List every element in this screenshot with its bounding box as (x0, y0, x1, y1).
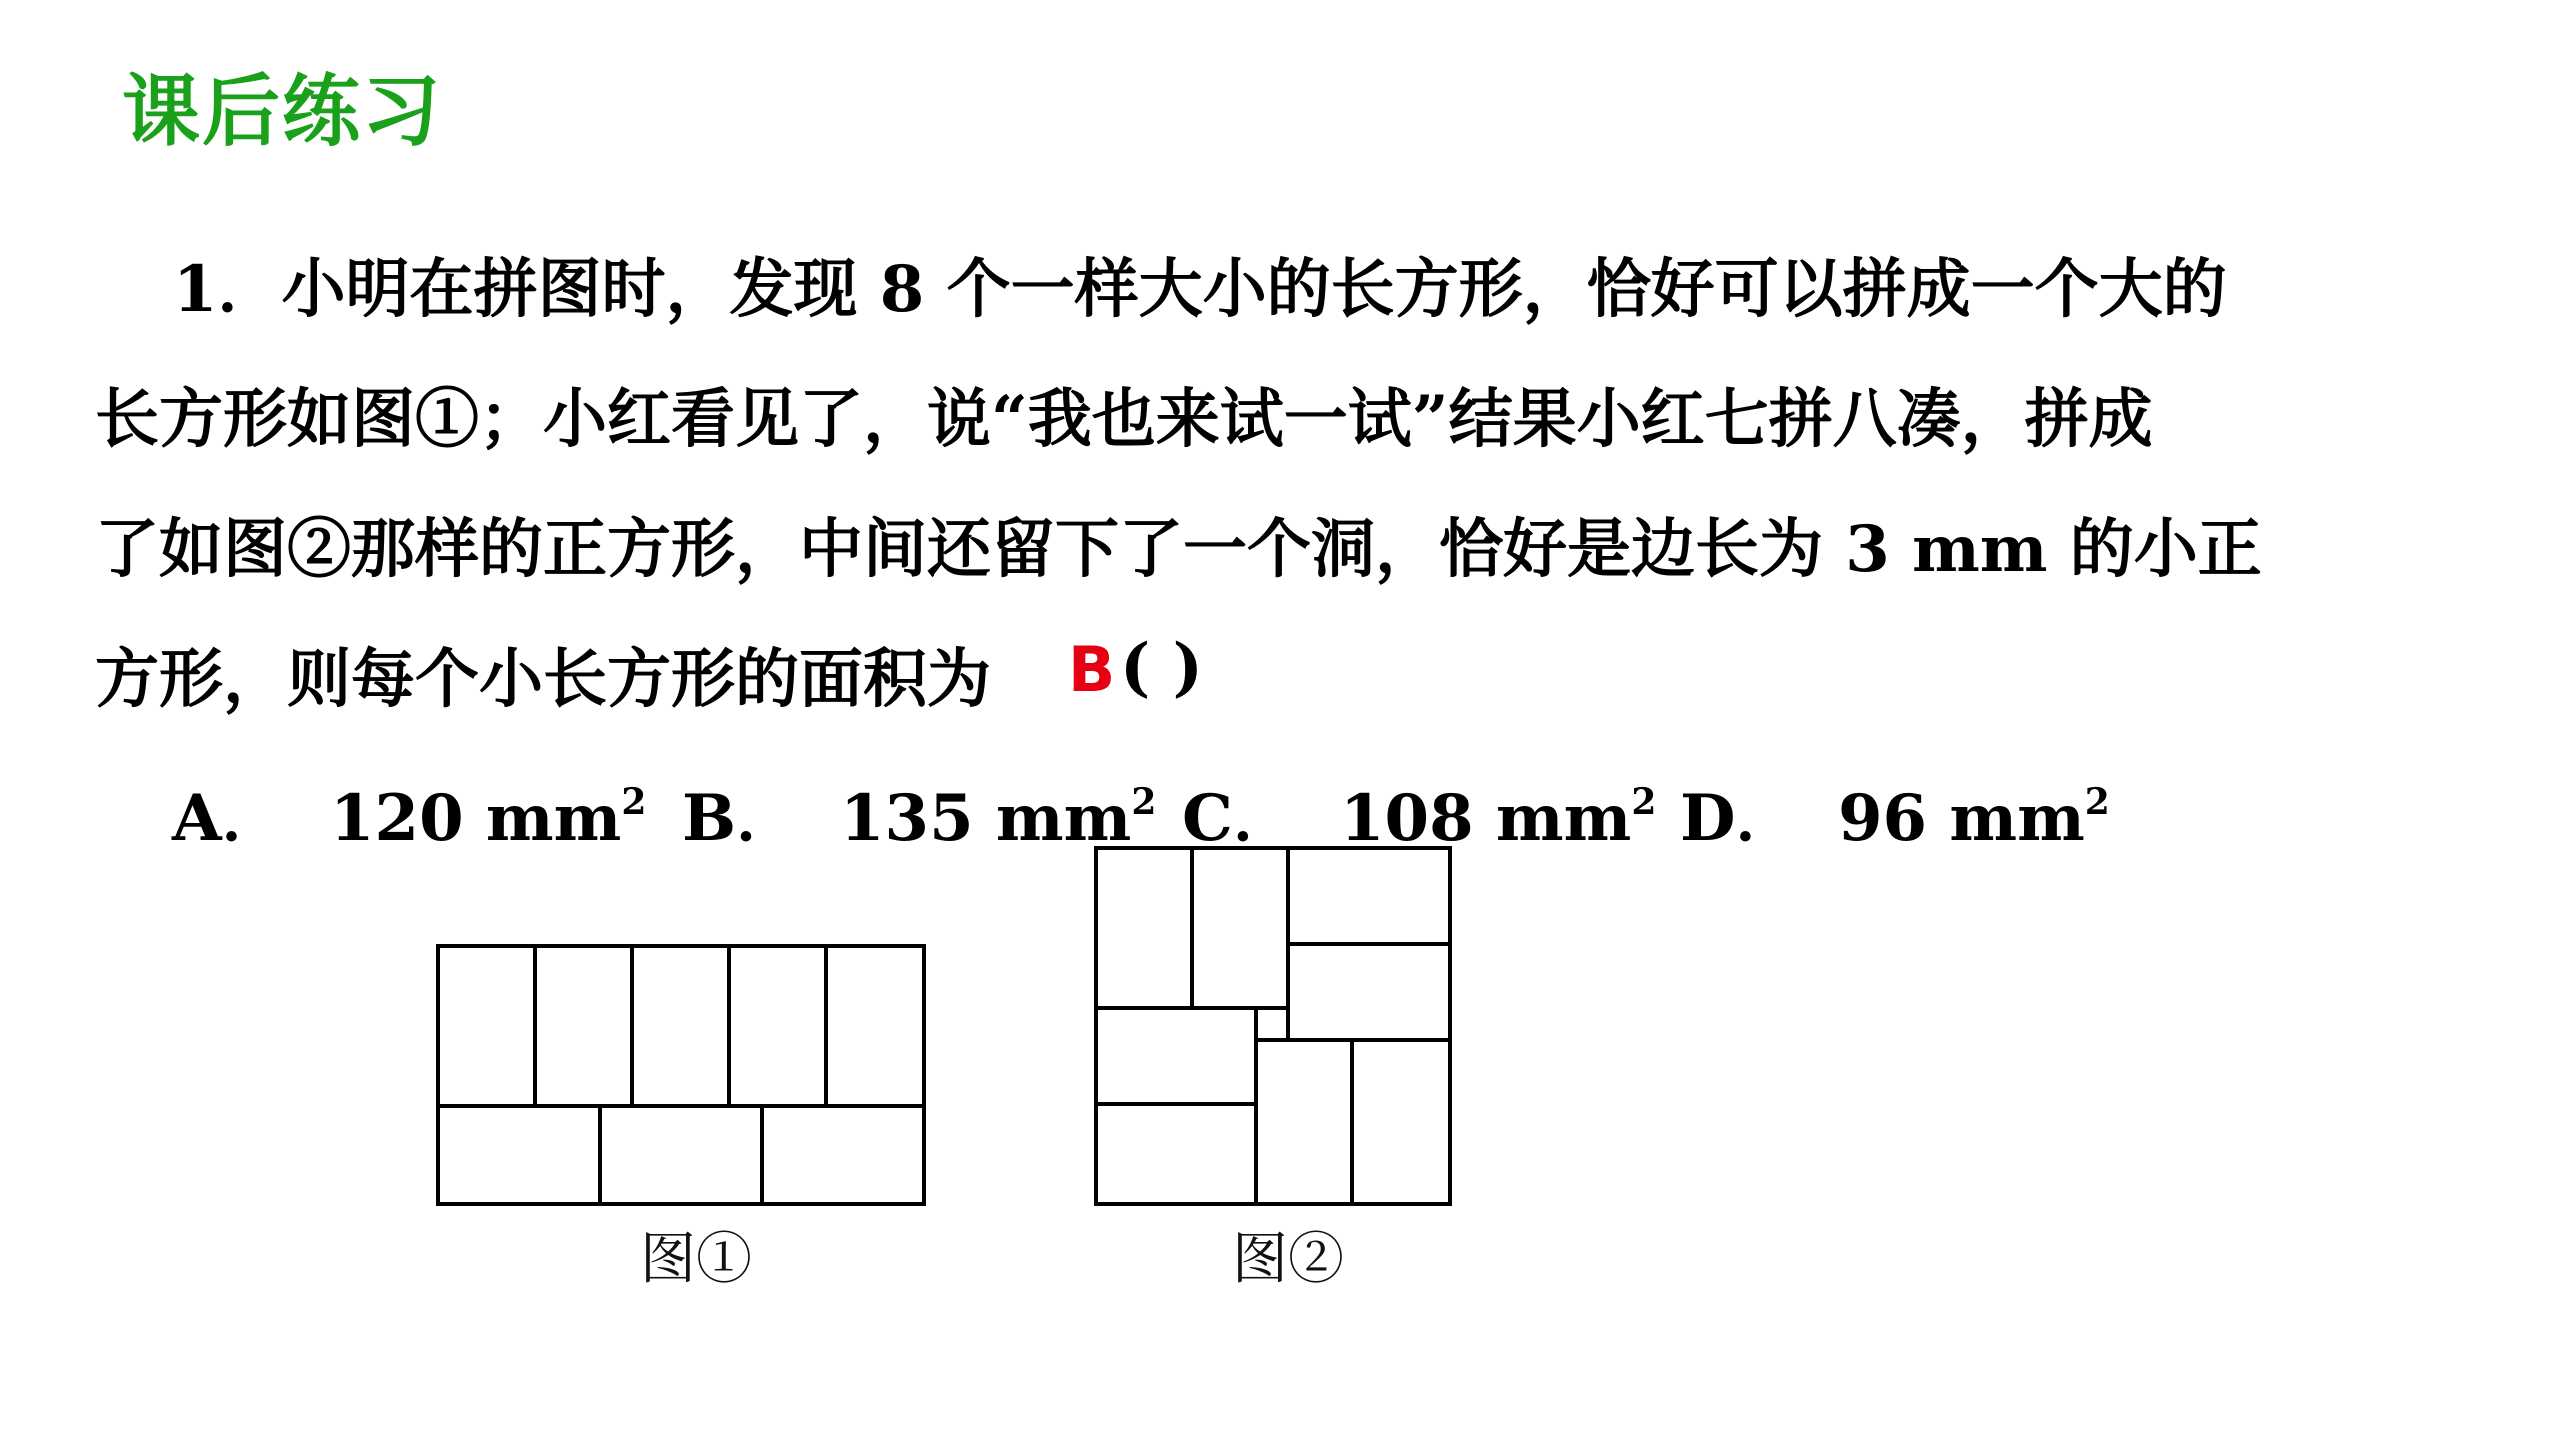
answer-parentheses: ( ) (1120, 630, 1203, 705)
option-a-letter: A． (172, 781, 286, 856)
option-d-letter: D． (1680, 781, 1800, 856)
figure-2 (1094, 846, 1452, 1206)
question-line-3: 了如图②那样的正方形，中间还留下了一个洞，恰好是边长为 3 mm 的小正 (95, 512, 2262, 587)
answer-mark: B (1068, 633, 1116, 706)
option-a (172, 752, 682, 869)
question-line-4: 方形，则每个小长方形的面积为 (95, 642, 991, 717)
option-c-letter: C． (1182, 781, 1297, 856)
figure-1 (436, 944, 926, 1206)
option-b-letter: B． (682, 781, 801, 856)
figure-1-diagram (436, 944, 926, 1206)
question-line-1: 1．小明在拼图时，发现 8 个一样大小的长方形，恰好可以拼成一个大的 (173, 252, 2227, 327)
option-d (1680, 752, 2110, 869)
option-b-value: 135 $mm^2$ (840, 781, 1157, 856)
option-a-value: 120 $mm^2$ (330, 781, 647, 856)
figure-2-caption: 图② (1232, 1227, 1344, 1292)
figure-2-diagram (1094, 846, 1452, 1206)
figure-1-caption: 图① (640, 1227, 752, 1292)
question-text (95, 225, 2475, 745)
option-c-value: 108 $mm^2$ (1340, 781, 1657, 856)
fig2-outer-square (1096, 848, 1450, 1204)
option-d-value: 96 $mm^2$ (1838, 781, 2110, 856)
fig1-outer-rect (438, 946, 924, 1204)
question-line-2: 长方形如图①；小红看见了，说“我也来试一试”结果小红七拼八凑，拼成 (95, 382, 2153, 457)
section-title: 课后练习 (122, 67, 443, 157)
